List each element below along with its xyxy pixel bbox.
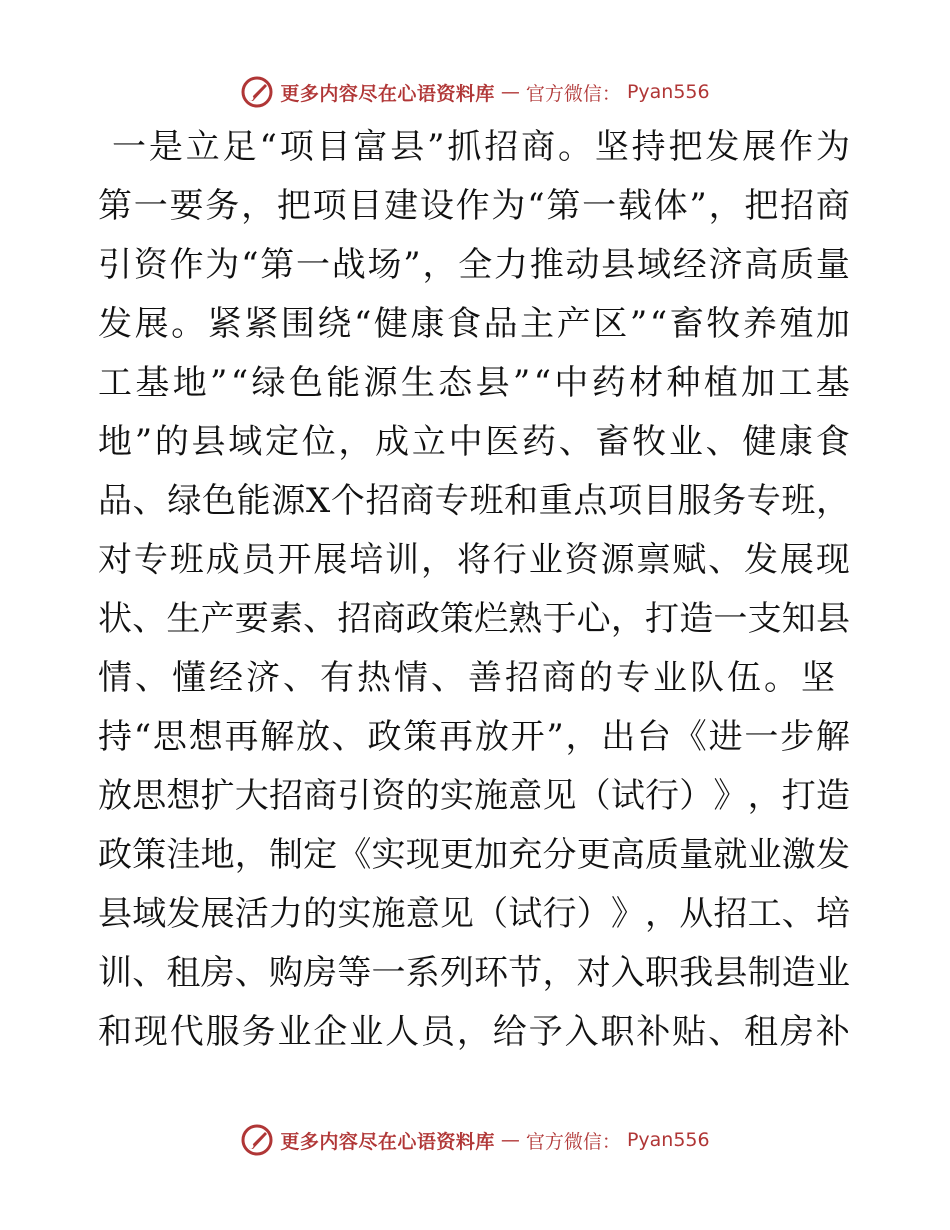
text-line: 情、懂经济、有热情、善招商的专业队伍。坚 — [98, 658, 838, 698]
text-line: 和 现 代 服 务 业 企 业 人 员 ， 给 予 入 职 补 贴 、 租 房 补 — [98, 1012, 850, 1052]
watermark-account: Pyan556 — [626, 81, 710, 103]
quill-logo-icon — [240, 75, 274, 109]
text-line: 地 ” 的 县 域 定 位 ， 成 立 中 医 药 、 畜 牧 业 、 健 康 食 — [98, 422, 850, 462]
text-line: 工 基 地 ” “ 绿 色 能 源 生 态 县 ” “ 中 药 材 种 植 加 工 基 — [98, 363, 850, 403]
watermark-account: Pyan556 — [626, 1129, 710, 1151]
text-line: 持 “ 思 想 再 解 放 、 政 策 再 放 开 ” ， 出 台 《 进 一 步 解 — [98, 717, 850, 757]
text-line: 发 展 。 紧 紧 围 绕 “ 健 康 食 品 主 产 区 ” “ 畜 牧 养 殖 加 — [98, 304, 850, 344]
text-line: 状 、 生 产 要 素 、 招 商 政 策 烂 熟 于 心 ， 打 造 一 支 知 县 — [98, 599, 850, 639]
text-line: 对 专 班 成 员 开 展 培 训 ， 将 行 业 资 源 禀 赋 、 发 展 现 — [98, 540, 850, 580]
watermark-separator: — — [500, 1129, 520, 1151]
text-line: 引 资 作 为 “ 第 一 战 场 ” ， 全 力 推 动 县 域 经 济 高 质 量 — [98, 245, 850, 285]
text-line: 一 是 立 足 “ 项 目 富 县 ” 抓 招 商 。 坚 持 把 发 展 作 为 — [112, 127, 850, 167]
watermark-brand: 更多内容尽在心语资料库 — [280, 1130, 495, 1153]
text-line: 训 、 租 房 、 购 房 等 一 系 列 环 节 ， 对 入 职 我 县 制 造 业 — [98, 953, 850, 993]
watermark-label: 官方微信： — [525, 1130, 621, 1153]
header-watermark — [0, 72, 950, 112]
text-line: 第 一 要 务 ， 把 项 目 建 设 作 为 “ 第 一 载 体 ” ， 把 招 商 — [98, 186, 850, 226]
text-line: 县 域 发 展 活 力 的 实 施 意 见 （ 试 行 ） 》 ， 从 招 工 、 培 — [98, 894, 850, 934]
footer-watermark — [0, 1120, 950, 1160]
watermark-separator: — — [500, 81, 520, 103]
document-body — [98, 118, 850, 1062]
text-line: 政 策 洼 地 ， 制 定 《 实 现 更 加 充 分 更 高 质 量 就 业 激 发 — [98, 835, 850, 875]
text-line: 放 思 想 扩 大 招 商 引 资 的 实 施 意 见 （ 试 行 ） 》 ， 打 造 — [98, 776, 850, 816]
watermark-label: 官方微信： — [525, 82, 621, 105]
text-line: 品 、 绿 色 能 源 X 个 招 商 专 班 和 重 点 项 目 服 务 专 班 ， — [98, 481, 850, 521]
quill-logo-icon — [240, 1123, 274, 1157]
watermark-brand: 更多内容尽在心语资料库 — [280, 82, 495, 105]
